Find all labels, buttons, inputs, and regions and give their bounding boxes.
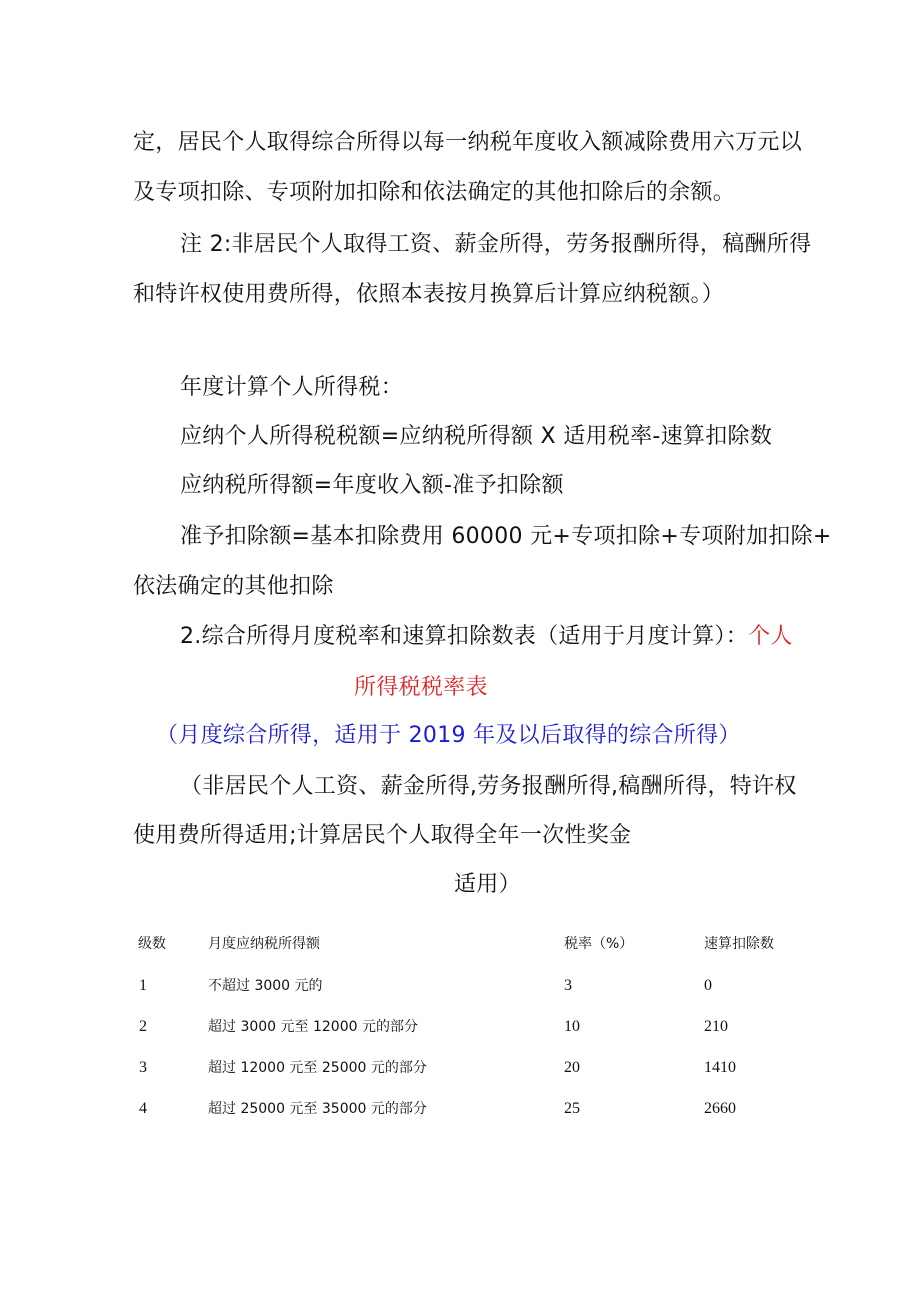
note2-line: 注 2:非居民个人取得工资、薪金所得，劳务报酬所得，稿酬所得 bbox=[180, 232, 812, 257]
cell-range: 超过 25000 元至 35000 元的部分 bbox=[208, 1101, 427, 1117]
cell-rate: 20 bbox=[564, 1059, 580, 1076]
annual-heading: 年度计算个人所得税： bbox=[180, 375, 404, 400]
cell-rate: 25 bbox=[564, 1100, 580, 1117]
table-header-deduction: 速算扣除数 bbox=[704, 936, 774, 952]
table-header-range: 月度应纳税所得额 bbox=[208, 936, 320, 952]
cell-rate: 3 bbox=[564, 977, 572, 994]
paragraph-line: 及专项扣除、专项附加扣除和依法确定的其他扣除后的余额。 bbox=[133, 180, 736, 205]
formula-deduction: 准予扣除额=基本扣除费用 60000 元+专项扣除+专项附加扣除+ bbox=[180, 524, 832, 549]
cell-rate: 10 bbox=[564, 1018, 580, 1035]
cell-deduction: 210 bbox=[704, 1018, 728, 1035]
section2-heading bbox=[180, 622, 793, 652]
cell-level: 3 bbox=[139, 1059, 147, 1076]
formula-deduction-cont: 依法确定的其他扣除 bbox=[133, 574, 334, 599]
applies-note-line: （非居民个人工资、薪金所得,劳务报酬所得,稿酬所得，特许权 bbox=[180, 774, 797, 799]
table-header-rate: 税率（%） bbox=[564, 936, 634, 952]
section2-red-title: 个人 bbox=[748, 624, 793, 649]
table-title: 所得税税率表 bbox=[354, 675, 488, 700]
cell-deduction: 0 bbox=[704, 977, 712, 994]
applies-note-line: 适用） bbox=[454, 872, 521, 897]
cell-deduction: 1410 bbox=[704, 1059, 736, 1076]
blue-subtitle: （月度综合所得，适用于 2019 年及以后取得的综合所得） bbox=[156, 723, 741, 748]
cell-level: 4 bbox=[139, 1100, 147, 1117]
applies-note-line: 使用费所得适用;计算居民个人取得全年一次性奖金 bbox=[133, 823, 632, 848]
cell-range: 不超过 3000 元的 bbox=[208, 978, 323, 994]
cell-range: 超过 12000 元至 25000 元的部分 bbox=[208, 1060, 427, 1076]
cell-deduction: 2660 bbox=[704, 1100, 736, 1117]
cell-level: 1 bbox=[139, 977, 147, 994]
cell-level: 2 bbox=[139, 1018, 147, 1035]
cell-range: 超过 3000 元至 12000 元的部分 bbox=[208, 1019, 418, 1035]
formula-taxable-income: 应纳税所得额=年度收入额-准予扣除额 bbox=[180, 473, 564, 498]
section2-prefix: 2.综合所得月度税率和速算扣除数表（适用于月度计算）： bbox=[180, 624, 749, 649]
formula-tax-amount: 应纳个人所得税税额=应纳税所得额 X 适用税率-速算扣除数 bbox=[180, 424, 773, 449]
table-header-level: 级数 bbox=[138, 936, 166, 952]
paragraph-line: 定，居民个人取得综合所得以每一纳税年度收入额减除费用六万元以 bbox=[133, 130, 803, 155]
note2-line: 和特许权使用费所得，依照本表按月换算后计算应纳税额。） bbox=[133, 282, 725, 307]
